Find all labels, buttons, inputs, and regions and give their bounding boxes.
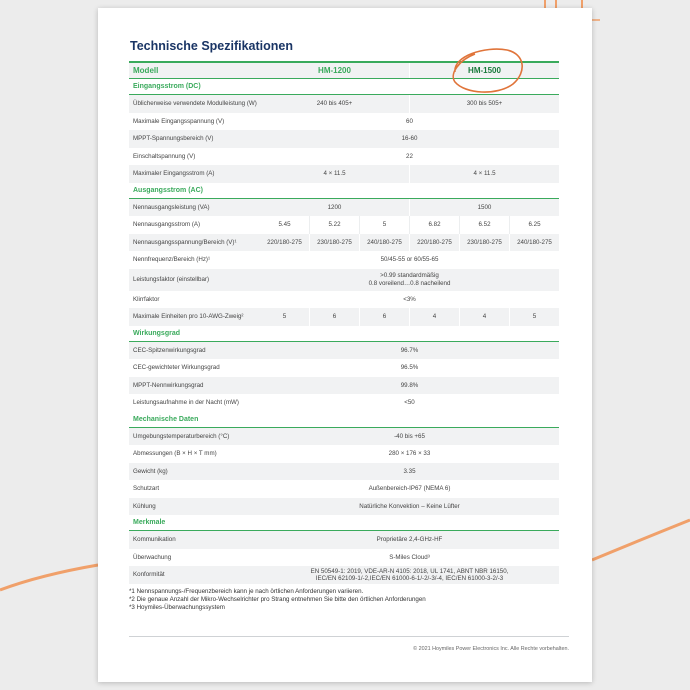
spec-value-cell (409, 199, 559, 217)
spec-value: 5 (532, 313, 537, 321)
spec-value-cell (459, 308, 509, 326)
spec-row (129, 148, 559, 166)
spec-value-cell (260, 342, 559, 360)
spec-row-label: Nennausgangsstrom (A) (133, 221, 201, 229)
spec-row-label: Klirrfaktor (133, 295, 160, 303)
spec-value-cell (260, 359, 559, 377)
spec-row (129, 463, 559, 481)
spec-row (129, 394, 559, 412)
spec-value-cell (260, 531, 559, 549)
spec-value: 6.25 (528, 221, 541, 229)
spec-value-cell (260, 148, 559, 166)
spec-value-cell (359, 308, 409, 326)
spec-value: 6 (332, 313, 337, 321)
spec-value-cell (359, 216, 409, 234)
spec-value-cell (409, 216, 459, 234)
spec-value-cell (260, 291, 559, 309)
footnotes (129, 588, 569, 612)
spec-value-cell (260, 216, 309, 234)
spec-value: 4 (482, 313, 487, 321)
header-model-hm1500: HM-1500 (409, 63, 559, 78)
spec-value-cell (260, 480, 559, 498)
spec-value-line2: 0.8 voreilend…0.8 nacheilend (368, 279, 451, 287)
spec-value: 96.7% (400, 346, 419, 354)
spec-value: S-Miles Cloud³ (389, 553, 430, 561)
spec-row (129, 113, 559, 131)
spec-row-label: Nennausgangsleistung (VA) (133, 203, 210, 211)
spec-value-cell (260, 113, 559, 131)
spec-row (129, 251, 559, 269)
spec-row (129, 566, 559, 584)
spec-row (129, 130, 559, 148)
spec-value: 6.82 (428, 221, 441, 229)
spec-value: <3% (403, 295, 416, 303)
spec-value-cell (509, 234, 559, 252)
spec-value: 6.52 (478, 221, 491, 229)
spec-value: >0.99 standardmäßig (380, 272, 439, 280)
spec-value-cell (260, 463, 559, 481)
spec-value-line2: IEC/EN 62109-1/-2,IEC/EN 61000-6-1/-2/-3/-4, IEC/EN 61000-3-2/-3 (315, 574, 504, 582)
spec-row-label: Kühlung (133, 502, 156, 510)
spec-value-cell (260, 445, 559, 463)
spec-value: 4 × 11.5 (473, 170, 496, 178)
spec-value-cell (459, 234, 509, 252)
spec-row-label: Gewicht (kg) (133, 467, 168, 475)
spec-value-cell (409, 308, 459, 326)
spec-value-cell (409, 234, 459, 252)
spec-value: 240/180-275 (517, 238, 552, 246)
spec-value-cell (260, 269, 559, 291)
spec-value: 300 bis 505+ (466, 100, 503, 108)
spec-row-label: Leistungsfaktor (einstellbar) (133, 275, 210, 283)
spec-row-label: Abmessungen (B × H × T mm) (133, 450, 217, 458)
spec-row (129, 359, 559, 377)
spec-value: 16-60 (401, 135, 418, 143)
spec-value: 5.22 (328, 221, 341, 229)
spec-value: 4 (432, 313, 437, 321)
spec-value-cell (260, 165, 409, 183)
spec-value: 280 × 176 × 33 (388, 450, 431, 458)
spec-value: 4 × 11.5 (323, 170, 346, 178)
spec-row (129, 428, 559, 446)
spec-row-label: Üblicherweise verwendete Modulleistung (W) (133, 100, 257, 108)
spec-value: 99.8% (400, 381, 419, 389)
spec-sheet-page (98, 8, 592, 682)
spec-row-label: Konformität (133, 571, 165, 579)
spec-value: 230/180-275 (467, 238, 502, 246)
spec-value-cell (260, 199, 409, 217)
spec-value: 3.35 (403, 467, 416, 475)
section-heading: Eingangsstrom (DC) (129, 79, 559, 95)
footnote-1: *1 Nennspannungs-/Frequenzbereich kann je nach örtlichen Anforderungen variieren. (129, 588, 364, 595)
spec-row-label: CEC-Spitzenwirkungsgrad (133, 346, 206, 354)
spec-value: 230/180-275 (317, 238, 352, 246)
spec-row-label: Umgebungstemperaturbereich (°C) (133, 432, 230, 440)
spec-value: -40 bis +65 (394, 432, 425, 440)
spec-value-cell (260, 377, 559, 395)
spec-value: 240 bis 405+ (316, 100, 353, 108)
spec-row-label: CEC-gewichteter Wirkungsgrad (133, 364, 220, 372)
spec-row (129, 216, 559, 234)
section-heading: Mechanische Daten (129, 412, 559, 428)
section-heading: Wirkungsgrad (129, 326, 559, 342)
spec-row (129, 445, 559, 463)
spec-row-label: Einschaltspannung (V) (133, 152, 196, 160)
spec-value-cell (260, 234, 309, 252)
spec-value: 6 (382, 313, 387, 321)
spec-value: 5 (282, 313, 287, 321)
spec-value: 5 (382, 221, 387, 229)
header-model-label: Modell (133, 65, 159, 75)
spec-row (129, 95, 559, 113)
spec-value-cell (309, 234, 359, 252)
spec-value-cell (260, 549, 559, 567)
spec-row (129, 269, 559, 291)
spec-row (129, 308, 559, 326)
spec-row (129, 498, 559, 516)
footer-divider (129, 636, 569, 637)
spec-value: 60 (406, 117, 413, 125)
spec-value-cell (359, 234, 409, 252)
spec-row (129, 377, 559, 395)
spec-value: 1500 (477, 203, 492, 211)
spec-value-cell (260, 130, 559, 148)
spec-value-cell (260, 308, 309, 326)
spec-row-label: Maximale Einheiten pro 10-AWG-Zweig² (133, 313, 244, 321)
spec-value: 220/180-275 (267, 238, 302, 246)
spec-value-cell (260, 498, 559, 516)
spec-row (129, 480, 559, 498)
footnote-2: *2 Die genaue Anzahl der Mikro-Wechselrichter pro Strang entnehmen Sie bitte den örtlichen Anforderungen (129, 596, 426, 604)
spec-row-label: Nennfrequenz/Bereich (Hz)¹ (133, 256, 211, 264)
spec-row (129, 199, 559, 217)
spec-value-cell (260, 428, 559, 446)
spec-row-label: Kommunikation (133, 536, 176, 544)
spec-row (129, 165, 559, 183)
spec-value-cell (509, 308, 559, 326)
header-model-hm1200: HM-1200 (318, 65, 351, 75)
spec-row-label: MPPT-Nennwirkungsgrad (133, 381, 204, 389)
hand-drawn-circle-annotation (445, 42, 529, 96)
spec-value-cell (260, 95, 409, 113)
copyright-text: © 2021 Hoymiles Power Electronics Inc. Alle Rechte vorbehalten. (413, 646, 569, 652)
spec-value-cell (309, 308, 359, 326)
spec-row-label: Überwachung (133, 553, 172, 561)
spec-value-cell (260, 251, 559, 269)
section-heading: Merkmale (129, 515, 559, 531)
spec-value-cell (409, 95, 559, 113)
spec-row-label: Maximaler Eingangsstrom (A) (133, 170, 215, 178)
spec-value-cell (309, 216, 359, 234)
spec-value-cell (260, 566, 559, 584)
spec-value: 22 (406, 152, 413, 160)
spec-row (129, 234, 559, 252)
spec-row (129, 291, 559, 309)
spec-row (129, 342, 559, 360)
spec-row-label: Nennausgangsspannung/Bereich (V)¹ (133, 238, 237, 246)
spec-row-label: MPPT-Spannungsbereich (V) (133, 135, 214, 143)
spec-value: EN 50549-1: 2019, VDE-AR-N 4105: 2018, UL 1741, ABNT NBR 16150, (310, 567, 509, 575)
page-title: Technische Spezifikationen (130, 39, 294, 53)
section-heading: Ausgangsstrom (AC) (129, 183, 559, 199)
footnote-3: *3 Hoymiles-Überwachungssystem (129, 604, 225, 612)
spec-value: 50/45-55 or 60/55-65 (380, 256, 439, 264)
spec-value-cell (409, 165, 559, 183)
spec-value: 5.45 (278, 221, 291, 229)
spec-value-cell (459, 216, 509, 234)
spec-value: Außenbereich-IP67 (NEMA 6) (368, 485, 451, 493)
spec-row-label: Maximale Eingangsspannung (V) (133, 117, 225, 125)
spec-value-cell (509, 216, 559, 234)
spec-row-label: Schutzart (133, 485, 160, 493)
spec-row (129, 549, 559, 567)
spec-value: 96.5% (400, 364, 419, 372)
spec-row (129, 531, 559, 549)
spec-row-label: Leistungsaufnahme in der Nacht (mW) (133, 399, 239, 407)
spec-value: Proprietäre 2,4-GHz-HF (376, 536, 443, 544)
spec-value: 1200 (327, 203, 342, 211)
spec-value-cell (260, 394, 559, 412)
spec-table (129, 61, 559, 584)
spec-value: <50 (404, 399, 415, 407)
spec-value: 240/180-275 (367, 238, 402, 246)
spec-value: Natürliche Konvektion – Keine Lüfter (359, 502, 460, 510)
spec-value: 220/180-275 (417, 238, 452, 246)
